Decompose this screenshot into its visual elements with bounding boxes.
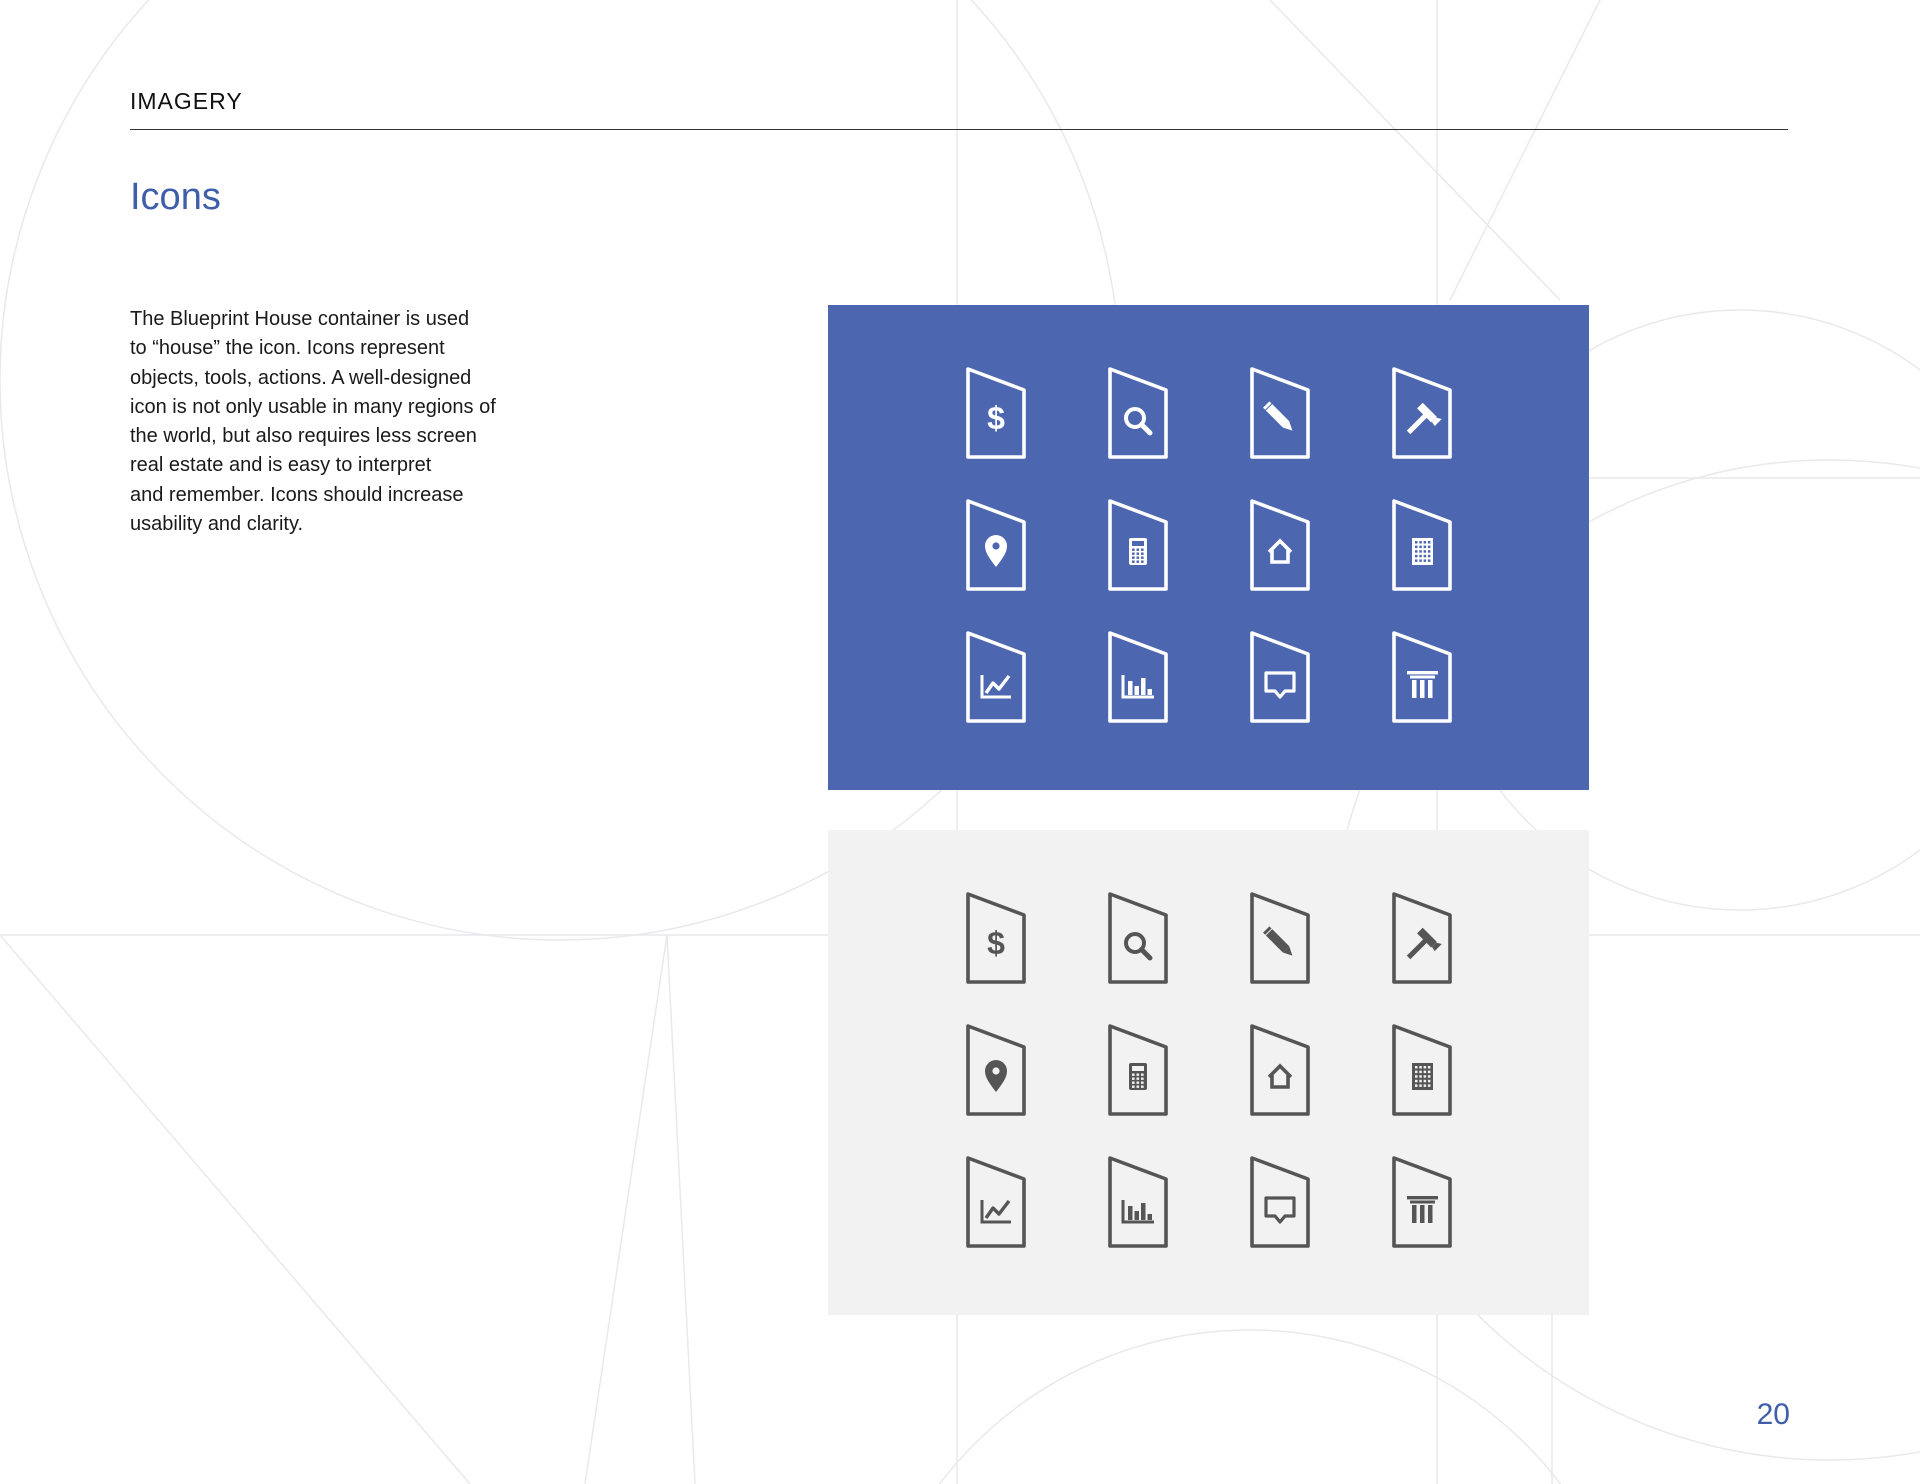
pencil-icon [1250, 892, 1310, 984]
column-icon [1392, 631, 1452, 723]
home-icon [1250, 499, 1310, 591]
section-label: IMAGERY [130, 88, 243, 114]
column-icon [1392, 1156, 1452, 1248]
icon-panel-blue [828, 305, 1589, 790]
building-icon [1392, 1024, 1452, 1116]
svg-text:$: $ [987, 925, 1005, 961]
icon-panel-gray [828, 830, 1589, 1315]
svg-text:$: $ [987, 400, 1005, 436]
bar-chart-icon [1108, 1156, 1168, 1248]
map-pin-icon [966, 499, 1026, 591]
body-line: to “house” the icon. Icons represent [130, 337, 445, 360]
calculator-icon [1108, 499, 1168, 591]
speech-bubble-icon [1250, 1156, 1310, 1248]
speech-bubble-icon [1250, 631, 1310, 723]
pencil-icon [1250, 367, 1310, 459]
body-line: and remember. Icons should increase [130, 483, 464, 506]
body-line: the world, but also requires less screen [130, 425, 477, 448]
line-chart-icon [966, 1156, 1026, 1248]
home-icon [1250, 1024, 1310, 1116]
hammer-icon [1392, 892, 1452, 984]
map-pin-icon [966, 1024, 1026, 1116]
body-line: objects, tools, actions. A well-designed [130, 366, 472, 389]
dollar-icon [966, 892, 1026, 984]
page-number: 20 [1756, 1398, 1790, 1431]
page-title: Icons [130, 176, 221, 218]
building-icon [1392, 499, 1452, 591]
dollar-icon [966, 367, 1026, 459]
body-line: real estate and is easy to interpret [130, 454, 432, 477]
line-chart-icon [966, 631, 1026, 723]
calculator-icon [1108, 1024, 1168, 1116]
search-icon [1108, 892, 1168, 984]
body-line: icon is not only usable in many regions of [130, 395, 496, 418]
hammer-icon [1392, 367, 1452, 459]
body-paragraph [130, 305, 550, 539]
search-icon [1108, 367, 1168, 459]
section-divider [130, 129, 1788, 130]
bar-chart-icon [1108, 631, 1168, 723]
body-line: The Blueprint House container is used [130, 308, 470, 330]
body-line: usability and clarity. [130, 513, 304, 536]
